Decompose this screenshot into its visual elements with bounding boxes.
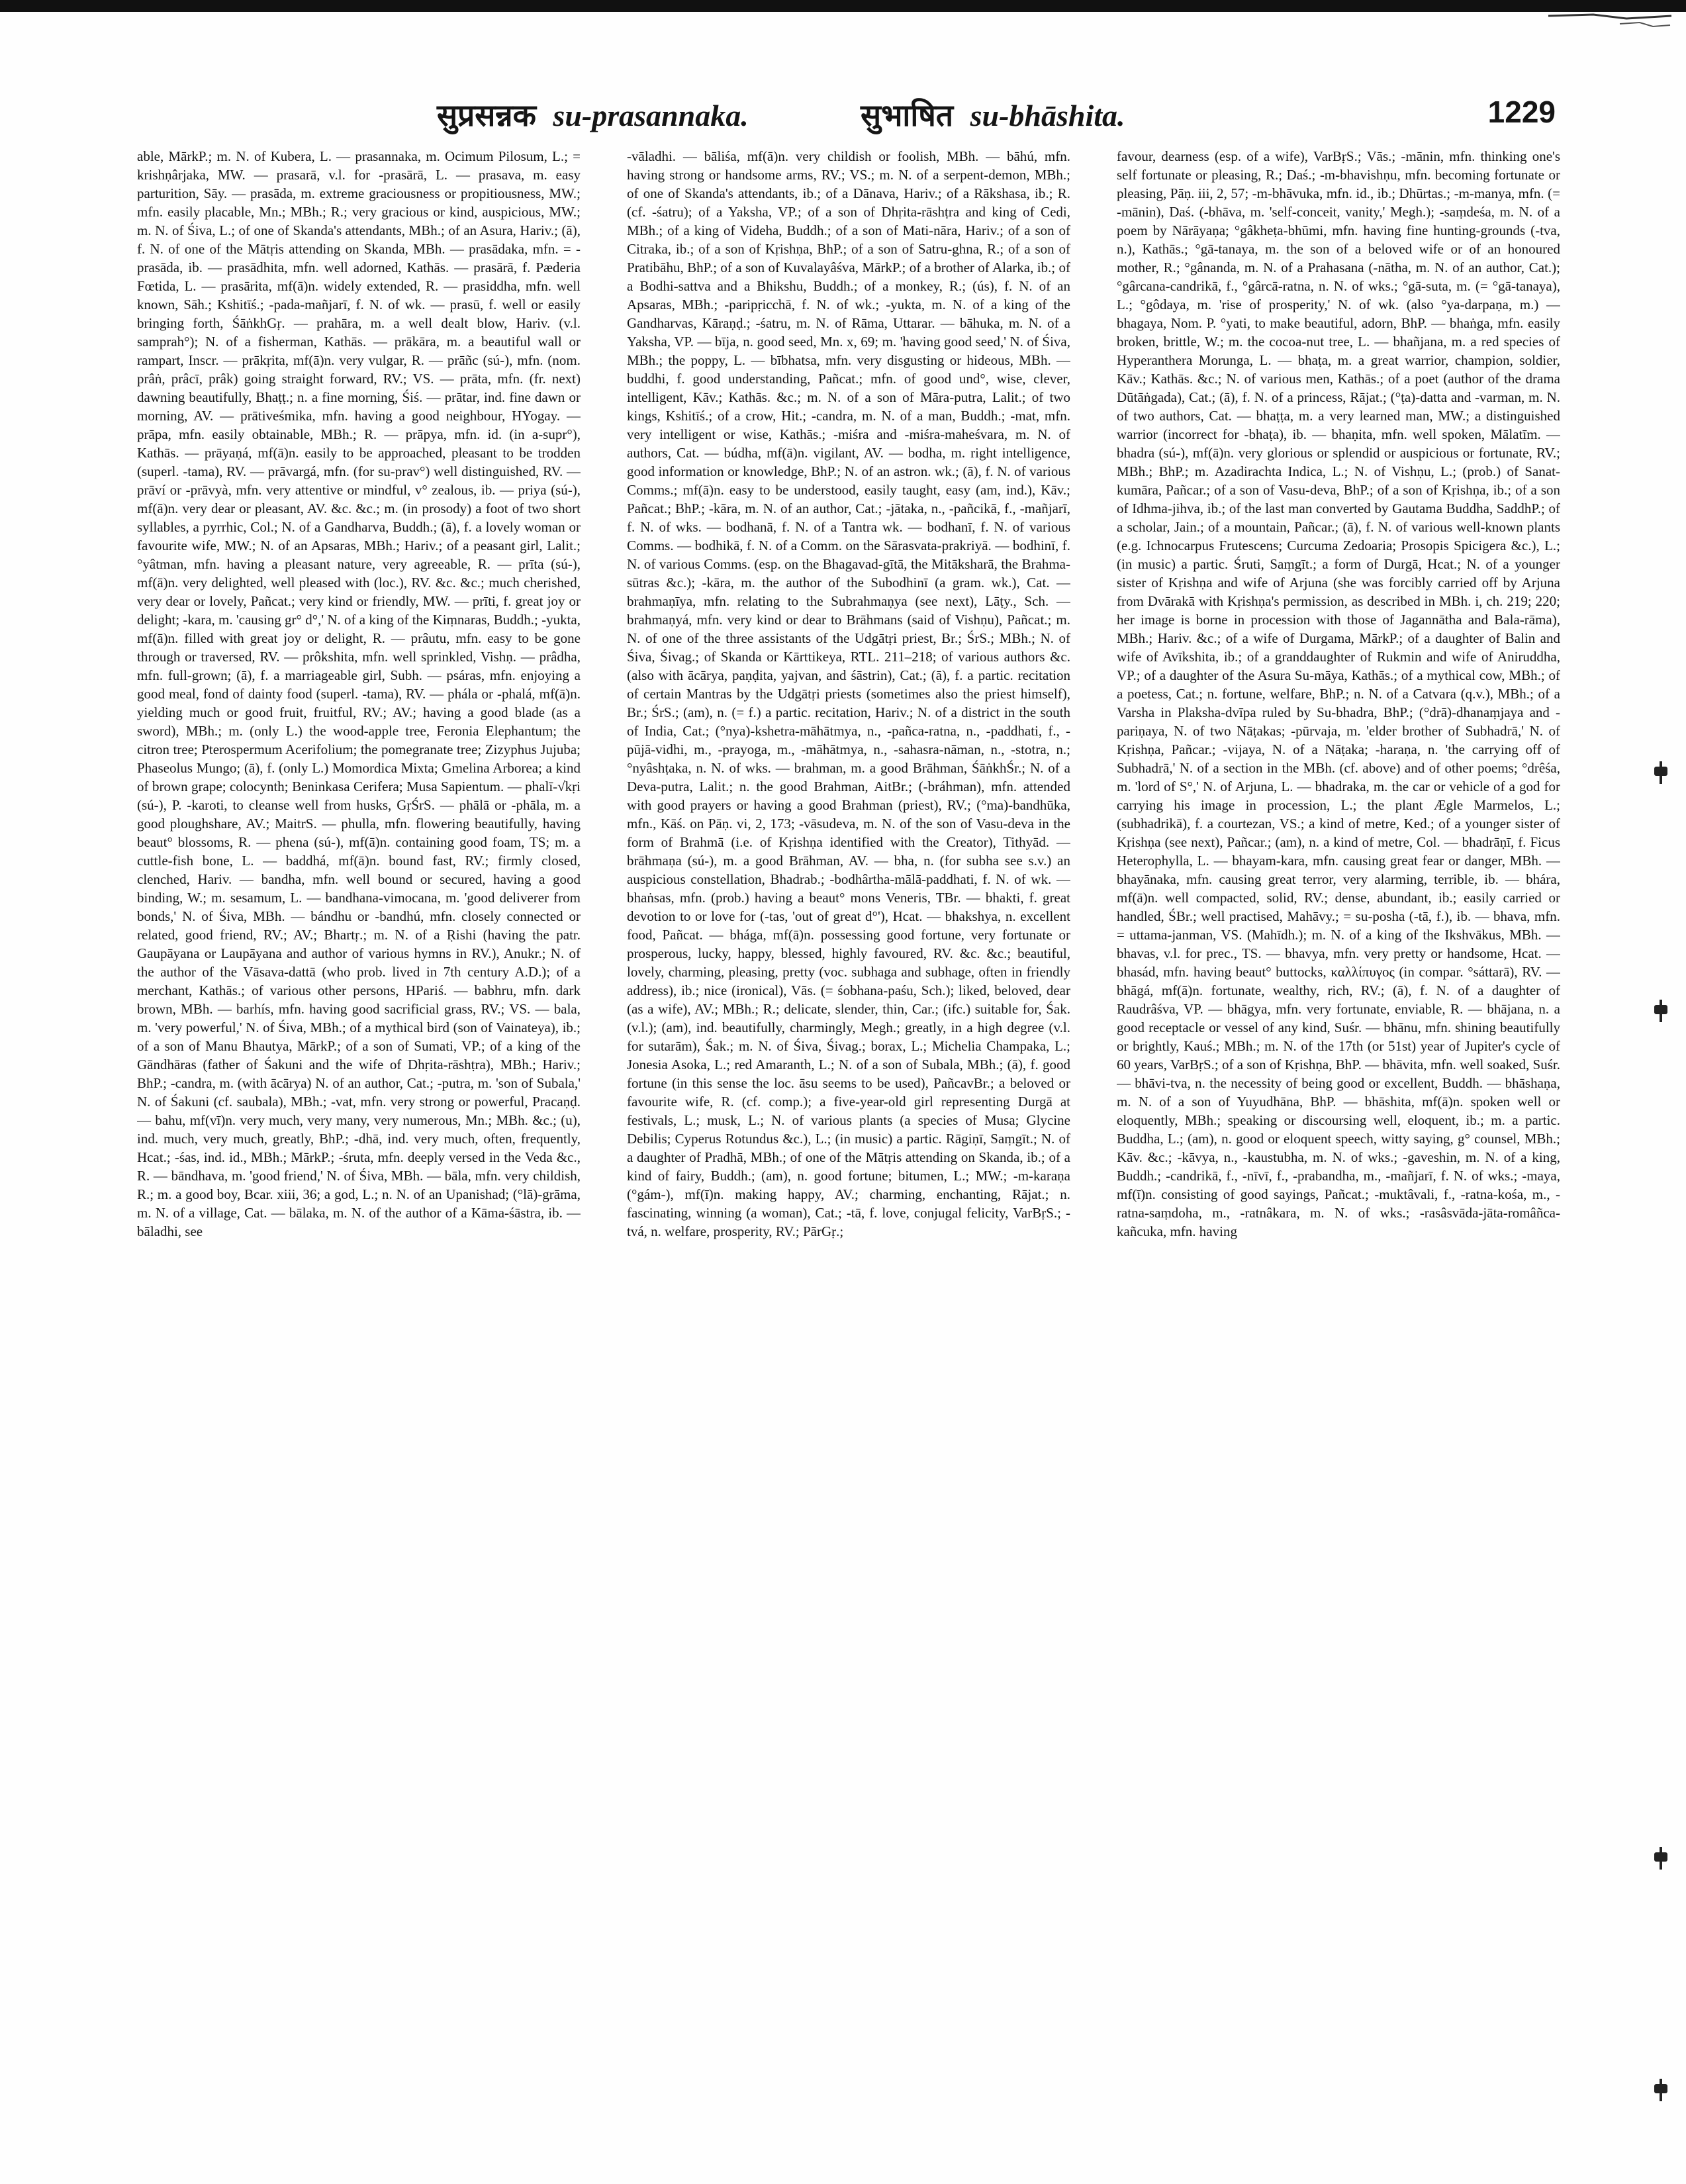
header-left-devanagari: सुप्रसन्नक [437, 97, 536, 133]
column-3-text: favour, dearness (esp. of a wife), VarBṛS.; Vās.; -mānin, mfn. thinking one's self fortunate or pleasing, R.; Daś.; -m-bhavishṇu, mfn. becoming fortunate or pleasing, Pāṇ. iii, 2, 57; -m-bhāvuka, mfn. id., ib.; Dhūrtas.; -m-manya, mfn. (= -mānin), Daś. (-bhāva, m. 'self-conceit, vanity,' Megh.); -saṃdeśa, m. N. of a poem by Nārāyaṇa; °gâkheṭa-bhūmi, mfn. having fine hunting-grounds (-tva, n.), Kathās.; °gā-tanaya, m. the son of a beloved wife or of an honoured mother, R.; °gânanda, m. N. of a Prahasana (-nātha, m. N. of an author, Cat.); °gârcana-candrikā, f., °gârcā-ratna, n. N. of wks.; °gā-suta, m. (= °gā-tanaya), L.; °gôdaya, m. 'rise of prosperity,' N. of wk. (also °ya-darpaṇa, m.) — bhagaya, Nom. P. °yati, to make beautiful, adorn, BhP. — bhaṅga, mfn. easily broken, brittle, W.; m. the cocoa-nut tree, L. — bhañjana, m. a red species of Hyperanthera Morunga, L. — bhaṭa, m. a great warrior, champion, soldier, Kāv.; Kathās. &c.; N. of various men, Kathās.; of a poet (author of the drama Dūtāṅgada), Cat.; (ā), f. N. of a princess, Rājat.; (°ṭa)-datta and -varman, m. N. of two authors, Cat. — bhaṭṭa, m. a very learned man, MW.; a distinguished warrior (incorrect for -bhaṭa), ib. — bhaṇita, mfn. well spoken, Mālatīm. — bhadra (sú-), mf(ā)n. very glorious or splendid or auspicious or fortunate, RV.; MBh.; BhP.; m. Azadirachta Indica, L.; N. of Vishṇu, L.; (prob.) of Sanat-kumāra, Pañcar.; of a son of Vasu-deva, BhP.; of a son of Kṛishṇa, ib.; of a son of Idhma-jihva, ib.; of the last man converted by Gautama Buddha, SaddhP.; of a scholar, Jain.; of a mountain, Pañcar.; (ā), f. N. of various well-known plants (e.g. Ichnocarpus Frutescens; Curcuma Zedoaria; Prosopis Spicigera &c.), L.; (in music) a partic. Śruti, Saṃgīt.; a form of Durgā, Hcat.; N. of a younger sister of Kṛishṇa and wife of Arjuna (she was forcibly carried off by Arjuna from Dvārakā with Kṛishṇa's permission, as described in MBh. i, ch. 219; 220; her image is borne in procession with those of Jagannātha and Bala-rāma), MBh.; Hariv. &c.; of a wife of Durgama, MārkP.; of a daughter of Balin and wife of Avīkshita, ib.; of a granddaughter of Rukmin and wife of Aniruddha, VP.; of a daughter of the Asura Su-māya, Kathās.; of a mythical cow, MBh.; of a poetess, Cat.; n. fortune, welfare, BhP.; n. N. of a Catvara (q.v.), MBh.; of a Varsha in Plaksha-dvīpa ruled by Su-bhadra, BhP.; (°drā)-dhanaṃjaya and -pariṇaya, N. of two Nāṭakas; -pūrvaja, m. 'elder brother of Subhadrā,' N. of Kṛishṇa, Pañcar.; -vijaya, N. of a Nāṭaka; -haraṇa, n. 'the carrying off of Subhadrā,' N. of a section in the MBh. (cf. above) and of other poems; °drêśa, m. 'lord of S°,' N. of Arjuna, L. — bhadraka, m. the car or vehicle of a god for carrying his image in procession, L.; the plant Ægle Marmelos, L.; (subhadrikā), f. a courtezan, VS.; a kind of metre, Ked.; of a younger sister of Kṛishṇa (see next), Pañcar.; (am), n. a kind of metre, Col. — bhadrāṇī, f. Ficus Heterophylla, L. — bhayam-kara, mfn. causing great fear or danger, MBh. — bhayānaka, mfn. causing great terror, very alarming, terrible, ib. — bhára, mf(ā)n. well compacted, solid, RV.; dense, abundant, ib.; easily carried or handled, ŚBr.; well practised, Mahāvy.; = su-posha (-tā, f.), ib. — bhava, mfn. = uttama-janman, VS. (Mahīdh.); m. N. of a king of the Ikshvākus, MBh. — bhavas, v.l. for prec., TS. — bhavya, mfn. very pretty or handsome, Hcat. — bhasád, mfn. having beaut° buttocks, καλλίπυγος (in compar. °sáttarā), RV. — bhāgá, mf(ā)n. fortunate, wealthy, rich, RV.; (ā), f. N. of a daughter of Raudrâśva, VP. — bhāgya, mfn. very fortunate, enviable, R. — bhājana, n. a good receptacle or vessel of any kind, Suśr. — bhānu, mfn. shining beautifully or brightly, Kauś.; MBh.; m. N. of the 17th (or 51st) year of Jupiter's cycle of 60 years, VarBṛS.; of a son of Kṛishṇa, BhP. — bhāvita, mfn. well soaked, Suśr. — bhāvi-tva, n. the necessity of being good or excellent, Buddh. — bhāshaṇa, m. N. of a son of Yuyudhāna, BhP. — bhāshita, mf(ā)n. spoken well or eloquently, MBh.; speaking or discoursing well, eloquent, ib.; m. a partic. Buddha, L.; (am), n. good or eloquent speech, witty saying, g° counsel, MBh.; Kāv. &c.; -kāvya, n., -kaustubha, m. N. of wks.; -gaveshin, m. N. of a king, Buddh.; -candrikā, f., -nīvī, f., -prabandha, m., -mañjarī, f. N. of wks.; -maya, mf(ī)n. consisting of good sayings, Pañcat.; -muktâvali, f., -ratna-kośa, m., -ratna-saṃdoha, m., -ratnâkara, m. N. of wks.; -rasâsvāda-jāta-româñca-kañcuka, mfn. having [1117, 148, 1560, 1239]
binding-mark-icon [1660, 1000, 1662, 1022]
column-3 [1117, 147, 1560, 2153]
column-2 [627, 147, 1070, 2153]
column-1 [137, 147, 581, 2153]
column-2-text: -vāladhi. — bāliśa, mf(ā)n. very childish or foolish, MBh. — bāhú, mfn. having strong or handsome arms, RV.; VS.; m. N. of a serpent-demon, MBh.; of one of Skanda's attendants, ib.; of a Dānava, Hariv.; of a Rākshasa, ib.; R. (cf. -śatru); of a Yaksha, VP.; of a son of Dhṛita-rāshṭra and king of Cedi, MBh.; of a king of Videha, Buddh.; of a son of Mati-nāra, Hariv.; of a son of Citraka, ib.; of a son of Kṛishṇa, BhP.; of a son of Satru-ghna, R.; of a son of Pratibāhu, BhP.; of a son of Kuvalayâśva, MārkP.; of a brother of Alarka, ib.; of a Bodhi-sattva and a Bhikshu, Buddh.; of a monkey, R.; (ús), f. N. of an Apsaras, MBh.; -paripṛicchā, f. N. of wk.; -yukta, m. N. of a king of the Gandharvas, Kāraṇḍ.; -śatru, m. N. of Rāma, Uttarar. — bāhuka, m. N. of a Yaksha, VP. — bīja, n. good seed, Mn. x, 69; m. 'having good seed,' N. of Śiva, MBh.; the poppy, L. — bībhatsa, mfn. very disgusting or hideous, MBh. — buddhi, f. good understanding, Pañcat.; mfn. of good und°, wise, clever, intelligent, Kāv.; Kathās. &c.; m. N. of a son of Māra-putra, Lalit.; of two kings, Kshitīś.; of a crow, Hit.; -candra, m. N. of a man, Buddh.; -mat, mfn. very intelligent or wise, Kathās.; -miśra and -miśra-maheśvara, m. N. of authors, Cat. — búdha, mf(ā)n. vigilant, AV. — bodha, m. right intelligence, good information or knowledge, BhP.; N. of an astron. wk.; (ā), f. N. of various Comms.; mf(ā)n. easy to be understood, easily taught, easy (am, ind.), Kāv.; Pañcat.; BhP.; -kāra, m. N. of an author, Cat.; -jātaka, n., -pañcikā, f., -mañjarī, f. N. of wks. — bodhanā, f. N. of a Tantra wk. — bodhanī, f. N. of various Comms. — bodhikā, f. N. of a Comm. on the Sārasvata-prakriyā. — bodhinī, f. N. of various Comms. (esp. on the Bhagavad-gītā, the Mitāksharā, the Brahma-sūtras &c.); -kāra, m. the author of the Subodhinī (a gram. wk.), Cat. — brahmaṇīya, mfn. relating to the Subrahmaṇya (see next), Lāṭy., Sch. — brahmaṇyá, mfn. very kind or dear to Brāhmans (said of Vishṇu), Pañcat.; m. N. of one of the three assistants of the Udgātṛi priest, Br.; ŚrS.; MBh.; N. of Śiva, Śivag.; of Skanda or Kārttikeya, RTL. 211–218; of various authors &c. (also with ācārya, paṇḍita, yajvan, and śāstrin), Cat.; (ā), f. a partic. recitation of certain Mantras by the Udgātṛi priests (sometimes also the priest himself), Br.; ŚrS.; (am), n. (= f.) a partic. recitation, Hariv.; N. of a district in the south of India, Cat.; (°nya)-kshetra-māhātmya, n., -pañca-ratna, n., -paddhati, f., -pūjā-vidhi, m., -prayoga, m., -māhātmya, n., -sahasra-nāman, n., -stotra, n.; °nyâshṭaka, n. N. of wks. — brahman, m. a good Brāhman, ŚāṅkhŚr.; N. of a Deva-putra, Lalit.; n. the good Brahman, AitBr.; (-bráhman), mfn. attended with good prayers or having a good Brahman (priest), RV.; (°ma)-bandhūka, mfn., Kāś. on Pāṇ. vi, 2, 173; -vāsudeva, m. N. of the son of Vasu-deva in the form of Brahmā (i.e. of Kṛishṇa identified with the Creator), Tithyād. — brāhmaṇa (sú-), m. a good Brāhman, AV. — bha, n. (for subha see s.v.) an auspicious constellation, Bhadrab.; -bodhârtha-mālā-paddhati, f. N. of wk. — bhaṅsas, mfn. (prob.) having a beaut° mons Veneris, TBr. — bhakti, f. great devotion to or love for (-tas, 'out of great d°'), Hcat. — bhakshya, n. excellent food, Pañcat. — bhága, mf(ā)n. possessing good fortune, very fortunate or prosperous, lucky, happy, blessed, highly favoured, RV. &c. &c.; beautiful, lovely, charming, pleasing, pretty (voc. subhaga and subhage, often in friendly address), ib.; nice (ironical), Vās. (= śobhana-paśu, Sch.); liked, beloved, dear (as a wife), AV.; MBh.; R.; delicate, slender, thin, Car.; (ifc.) suitable for, Śak. (v.l.); (am), ind. beautifully, charmingly, Megh.; greatly, in a high degree (v.l. for sutarām), Śak.; m. N. of Śiva, Śivag.; borax, L.; Michelia Champaka, L.; Jonesia Asoka, L.; red Amaranth, L.; N. of a son of Subala, MBh.; (ā), f. good fortune (in this sense the loc. āsu seems to be used), PañcavBr.; a beloved or favourite wife, R. (cf. comp.); a five-year-old girl representing Durgā at festivals, L.; musk, L.; N. of various plants (a species of Musa; Glycine Debilis; Cyperus Rotundus &c.), L.; (in music) a partic. Rāgiṇī, Saṃgīt.; N. of a daughter of Pradhā, MBh.; of one of the Mātṛis attending on Skanda, ib.; of a kind of fairy, Buddh.; (am), n. good fortune; bitumen, L.; MW.; -m-karaṇa (°gám-), mf(ī)n. making happy, AV.; charming, enchanting, Rājat.; n. fascinating, winning (a woman), Cat.; -tā, f. love, conjugal felicity, VarBṛS.; -tvá, n. welfare, prosperity, RV.; PārGṛ.; [627, 148, 1070, 1239]
scan-edge-marks [1646, 0, 1686, 2184]
header-mid-devanagari: सुभाषित [861, 97, 954, 133]
dictionary-columns [137, 147, 1560, 2153]
page-number: 1229 [1487, 95, 1556, 129]
header-left-headword [437, 94, 749, 135]
binding-mark-icon [1660, 1847, 1662, 1870]
header-right-headword [861, 94, 1125, 135]
binding-mark-icon [1660, 2079, 1662, 2101]
header-left-transliteration: su-prasannaka. [553, 99, 749, 132]
scan-top-edge [0, 0, 1686, 12]
binding-mark-icon [1660, 761, 1662, 784]
page-header [132, 94, 1556, 134]
column-1-text: able, MārkP.; m. N. of Kubera, L. — prasannaka, m. Ocimum Pilosum, L.; = krishṇârjaka, MW. — prasarā, v.l. for -prasārā, L. — prasava, m. easy parturition, Sāy. — prasāda, m. extreme graciousness or propitiousness, MW.; mfn. easily placable, Mn.; MBh.; R.; very gracious or kind, auspicious, MW.; m. N. of Śiva, L.; of one of Skanda's attendants, MBh.; of an Asura, Hariv.; (ā), f. N. of one of the Mātṛis attending on Skanda, MBh. — prasādaka, mfn. = -prasāda, ib. — prasādhita, mfn. well adorned, Kathās. — prasārā, f. Pæderia Fœtida, L. — prasārita, mf(ā)n. widely extended, R. — prasiddha, mfn. well known, Sāh.; Kshitīś.; -pada-mañjarī, f. N. of wk. — prasū, f. well or easily bringing forth, ŚāṅkhGṛ. — prahāra, m. a well dealt blow, Hariv. (v.l. samprah°); N. of a fisherman, Kathās. — prākāra, m. a beautiful wall or rampart, Inscr. — prākṛita, mf(ā)n. very vulgar, R. — prāñc (sú-), mfn. (nom. prâṅ, prâcī, prâk) going straight forward, RV.; VS. — prāta, mfn. (fr. next) dawning beautifully, Bhaṭṭ.; n. a fine morning, Śiś. — prātar, ind. fine dawn or morning, AV. — prātiveśmika, mfn. having a good neighbour, HYogay. — prāpa, mfn. easily obtainable, MBh.; R. — prāpya, mfn. id. (in a-supr°), Kathās. — prāyaṇá, mf(ā)n. easily to be approached, pleasant to be trodden (superl. -tama), RV. — prāvargá, mfn. (for su-prav°) well distinguished, RV. — prāví or -prāvyà, mfn. very attentive or mindful, v° zealous, ib. — priya (sú-), mf(ā)n. very dear or pleasant, AV. &c. &c.; m. (in prosody) a foot of two short syllables, a pyrrhic, Col.; N. of a Gandharva, Buddh.; (ā), f. a lovely woman or favourite wife, MW.; N. of an Apsaras, MBh.; Hariv.; of a peasant girl, Lalit.; °yâtman, mfn. having a pleasant nature, very agreeable, R. — prīta (sú-), mf(ā)n. very delighted, well pleased with (loc.), RV. &c. &c.; much cherished, very dear or lovely, Pañcat.; very kind or friendly, MW. — prīti, f. great joy or delight; -kara, m. 'causing gr° d°,' N. of a king of the Kiṃnaras, Buddh.; -yukta, mf(ā)n. filled with great joy or delight, R. — prâutu, mfn. easy to be gone through or traversed, RV. — prôkshita, mfn. well sprinkled, Vishṇ. — prâdha, mfn. full-grown; (ā), f. a marriageable girl, Subh. — psáras, mfn. enjoying a good meal, fond of dainty food (superl. -tama), RV. — phála or -phalá, mf(ā)n. yielding much or good fruit, fruitful, RV.; AV.; having a good blade (as a sword), MBh.; m. (only L.) the wood-apple tree, Feronia Elephantum; the citron tree; Pterospermum Acerifolium; the pomegranate tree; Zizyphus Jujuba; Phaseolus Mungo; (ā), f. (only L.) Momordica Mixta; Gmelina Arborea; a kind of brown grape; colocynth; Beninkasa Cerifera; Musa Sapientum. — phalī-√kṛi (sú-), P. -karoti, to cleanse well from husks, GṛŚrS. — phālā or -phāla, m. a good ploughshare, AV.; MaitrS. — phulla, mfn. flowering beautifully, having beaut° blossoms, R. — phena (sú-), mf(ā)n. containing good foam, TS; m. a cuttle-fish bone, L. — baddhá, mf(ā)n. bound fast, RV.; firmly closed, clenched, Hariv. — bandha, mfn. well bound or secured, having a good binding, W.; m. sesamum, L. — bandhana-vimocana, m. 'good deliverer from bonds,' N. of Śiva, MBh. — bándhu or -bandhú, mfn. closely connected or related, good friend, RV.; AV.; Bhartṛ.; m. N. of a Ṛishi (having the patr. Gaupāyana or Laupāyana and author of various hymns in RV.), Anukr.; N. of the author of the Vāsava-dattā (who prob. lived in 7th century A.D.); of a merchant, Kathās.; of various other persons, HPariś. — babhru, mfn. dark brown, MBh. — barhís, mfn. having good sacrificial grass, RV.; VS. — bala, m. 'very powerful,' N. of Śiva, MBh.; of a mythical bird (son of Vainateya), ib.; of a son of Manu Bhautya, MārkP.; of a son of Sumati, VP.; of a king of the Gāndhāras (father of Śakuni and the wife of Dhṛita-rāshṭra), MBh.; Hariv.; BhP.; -candra, m. (with ācārya) N. of an author, Cat.; -putra, m. 'son of Subala,' N. of Śakuni (cf. saubala), MBh.; -vat, mfn. very strong or powerful, Pracaṇḍ. — bahu, mf(vī)n. very much, very many, very numerous, Mn.; MBh. &c.; (u), ind. much, very much, greatly, BhP.; -dhā, ind. very much, often, frequently, Hcat.; -śas, ind. id., MBh.; MārkP.; -śruta, mfn. deeply versed in the Veda &c., R. — bāndhava, m. 'good friend,' N. of Śiva, MBh. — bāla, mfn. very childish, R.; m. a good boy, Bcar. xiii, 36; a god, L.; n. N. of an Upanishad; (°lā)-grāma, m. N. of a village, Cat. — bālaka, m. N. of the author of a Kāma-śāstra, ib. — bāladhi, see [137, 148, 581, 1239]
header-mid-transliteration: su-bhāshita. [970, 99, 1125, 132]
